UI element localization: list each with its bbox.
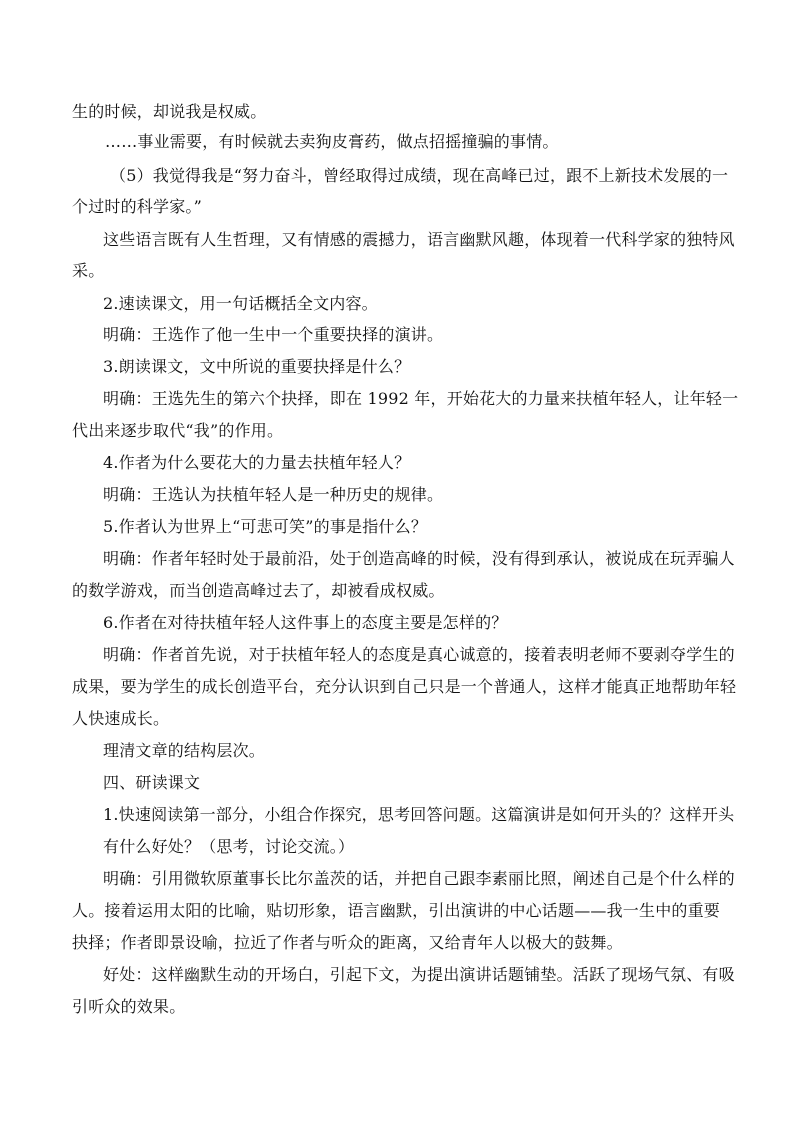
- text-line: 成果，要为学生的成长创造平台，充分认识到自己只是一个普通人，这样才能真正地帮助年轻: [72, 677, 737, 696]
- text-line: 2.速读课文，用一句话概括全文内容。: [103, 294, 378, 313]
- text-line: 1.快速阅读第一部分，小组合作探究，思考回答问题。这篇演讲是如何开头的？这样开头: [103, 805, 735, 824]
- text-line: 明确：引用微软原董事长比尔盖茨的话，并把自己跟李素丽比照，阐述自己是个什么样的: [103, 869, 735, 888]
- text-line: 引听众的效果。: [72, 997, 186, 1016]
- text-line: 生的时候，却说我是权威。: [72, 102, 267, 121]
- text-line: 好处：这样幽默生动的开场白，引起下文，为提出演讲话题铺垫。活跃了现场气氛、有吸: [103, 965, 735, 984]
- text-line: 这些语言既有人生哲理，又有情感的震撼力，语言幽默风趣，体现着一代科学家的独特风: [103, 230, 735, 249]
- text-line: 的数学游戏，而当创造高峰过去了，却被看成权威。: [72, 581, 445, 600]
- text-line: 3.朗读课文，文中所说的重要抉择是什么？: [103, 357, 411, 376]
- text-line: ……事业需要，有时候就去卖狗皮膏药，做点招摇撞骗的事情。: [105, 132, 559, 151]
- text-line: 明确：作者首先说，对于扶植年轻人的态度是真心诚意的，接着表明老师不要剥夺学生的: [103, 645, 735, 664]
- text-line: 理清文章的结构层次。: [103, 741, 266, 760]
- text-line: 人。接着运用太阳的比喻，贴切形象，语言幽默，引出演讲的中心话题——我一生中的重要: [72, 901, 721, 920]
- text-line: 采。: [72, 261, 105, 280]
- text-line: 人快速成长。: [72, 709, 170, 728]
- text-line: 四、研读课文: [103, 773, 201, 792]
- text-line: 6.作者在对待扶植年轻人这件事上的态度主要是怎样的？: [103, 613, 508, 632]
- text-line: 明确：王选认为扶植年轻人是一种历史的规律。: [103, 485, 444, 504]
- text-line: 代出来逐步取代“我”的作用。: [72, 421, 284, 440]
- text-line: 4.作者为什么要花大的力量去扶植年轻人？: [103, 453, 411, 472]
- text-line: 有什么好处？（思考，讨论交流。）: [103, 837, 355, 856]
- text-line: 明确：王选先生的第六个抉择，即在 1992 年，开始花大的力量来扶植年轻人，让年轻一: [103, 389, 739, 408]
- text-line: 个过时的科学家。”: [72, 197, 202, 216]
- text-line: 明确：王选作了他一生中一个重要抉择的演讲。: [103, 325, 444, 344]
- text-line: 明确：作者年轻时处于最前沿，处于创造高峰的时候，没有得到承认，被说成在玩弄骗人: [103, 549, 735, 568]
- text-line: （5）我觉得我是“努力奋斗，曾经取得过成绩，现在高峰已过，跟不上新技术发展的一: [110, 166, 729, 185]
- text-line: 5.作者认为世界上“可悲可笑”的事是指什么？: [103, 517, 428, 536]
- text-line: 抉择；作者即景设喻，拉近了作者与听众的距离，又给青年人以极大的鼓舞。: [72, 933, 623, 952]
